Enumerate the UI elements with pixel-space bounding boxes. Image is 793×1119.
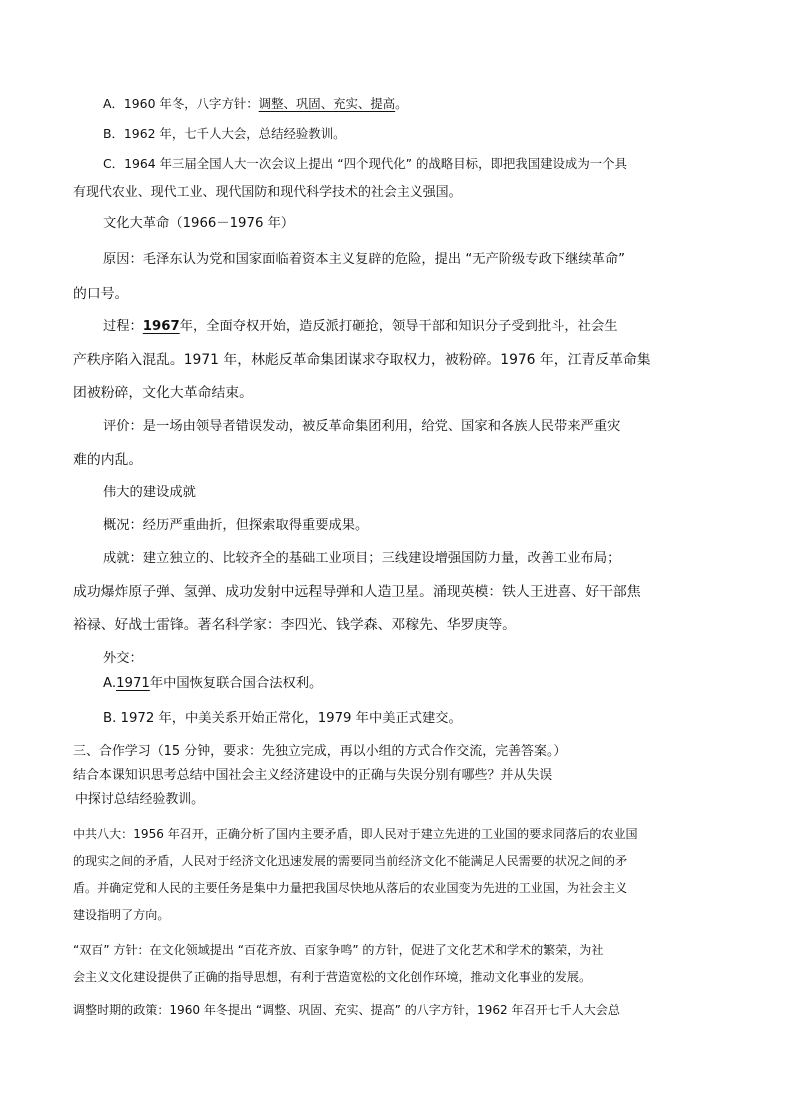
line-achievements-cont-2: 裕禄、好战士雷锋。著名科学家：李四光、钱学森、邓稼先、华罗庚等。 bbox=[73, 617, 517, 633]
answer-adjustment-policy: 调整时期的政策：1960 年冬提出 “调整、巩固、充实、提高” 的八字方针，1962 年召开七千人大会总 bbox=[73, 1003, 620, 1017]
answer-eighth-congress-cont-1: 的现实之间的矛盾，人民对于经济文化迅速发展的需要同当前经济文化不能满足人民需要的状况之间的矛 bbox=[73, 854, 628, 868]
line-cause-cont: 的口号。 bbox=[73, 286, 129, 302]
line-eight-character-policy: A．1960 年冬，八字方针：调整、巩固、充实、提高。 bbox=[103, 96, 408, 111]
line-overview: 概况：经历严重曲折，但探索取得重要成果。 bbox=[103, 518, 369, 533]
line-seven-thousand-conference: B．1962 年，七千人大会，总结经验教训。 bbox=[103, 126, 346, 141]
question-line-2: 中探讨总结经验教训。 bbox=[75, 792, 205, 807]
line-four-modernizations: C．1964 年三届全国人大一次会议上提出 “四个现代化” 的战略目标，即把我国建设成为一个具 bbox=[103, 156, 627, 171]
line-evaluation-cont: 难的内乱。 bbox=[73, 452, 143, 468]
answer-eighth-congress: 中共八大：1956 年召开，正确分析了国内主要矛盾，即人民对于建立先进的工业国的要求同落后的农业国 bbox=[73, 827, 638, 841]
line-four-modernizations-cont: 有现代农业、现代工业、现代国防和现代科学技术的社会主义强国。 bbox=[73, 185, 462, 200]
heading-diplomacy: 外交： bbox=[103, 651, 143, 666]
line-un-seat: A.1971年中国恢复联合国合法权利。 bbox=[103, 676, 323, 691]
line-evaluation: 评价：是一场由领导者错误发动，被反革命集团利用，给党、国家和各族人民带来严重灾 bbox=[103, 419, 621, 434]
line-cause: 原因：毛泽东认为党和国家面临着资本主义复辟的危险，提出 “无产阶级专政下继续革命” bbox=[103, 252, 626, 267]
heading-cultural-revolution: 文化大革命（1966－1976 年） bbox=[103, 216, 295, 231]
line-process-cont-2: 团被粉碎，文化大革命结束。 bbox=[73, 385, 253, 401]
line-sino-us-relations: B. 1972 年，中美关系开始正常化，1979 年中美正式建交。 bbox=[103, 711, 462, 726]
line-process: 过程：1967年，全面夺权开始，造反派打砸抢，领导干部和知识分子受到批斗，社会生 bbox=[103, 319, 618, 334]
answer-eighth-congress-cont-3: 建设指明了方向。 bbox=[73, 908, 170, 922]
policy-underlined-text: 调整、巩固、充实、提高 bbox=[258, 96, 396, 111]
line-process-cont-1: 产秩序陷入混乱。1971 年，林彪反革命集团谋求夺取权力，被粉碎。1976 年，江青反革命集 bbox=[73, 352, 651, 368]
line-achievements: 成就：建立独立的、比较齐全的基础工业项目；三线建设增强国防力量，改善工业布局； bbox=[103, 551, 621, 566]
answer-double-hundred-cont: 会主义文化建设提供了正确的指导思想，有利于营造宽松的文化创作环境，推动文化事业的发展。 bbox=[73, 970, 592, 984]
heading-cooperative-learning: 三、合作学习（15 分钟，要求：先独立完成，再以小组的方式合作交流，完善答案。） bbox=[73, 744, 567, 759]
heading-construction-achievements: 伟大的建设成就 bbox=[103, 485, 196, 500]
question-line-1: 结合本课知识思考总结中国社会主义经济建设中的正确与失误分别有哪些？并从失误 bbox=[73, 768, 553, 783]
year-1971-underlined: 1971 bbox=[116, 676, 150, 691]
answer-double-hundred: “双百” 方针：在文化领域提出 “百花齐放、百家争鸣” 的方针，促进了文化艺术和学术的繁荣，为社 bbox=[73, 943, 604, 957]
answer-eighth-congress-cont-2: 盾。并确定党和人民的主要任务是集中力量把我国尽快地从落后的农业国变为先进的工业国，为社会主义 bbox=[73, 881, 628, 895]
line-achievements-cont-1: 成功爆炸原子弹、氢弹、成功发射中远程导弹和人造卫星。涌现英模：铁人王进喜、好干部焦 bbox=[73, 584, 641, 600]
year-1967-underlined: 1967 bbox=[142, 319, 180, 334]
